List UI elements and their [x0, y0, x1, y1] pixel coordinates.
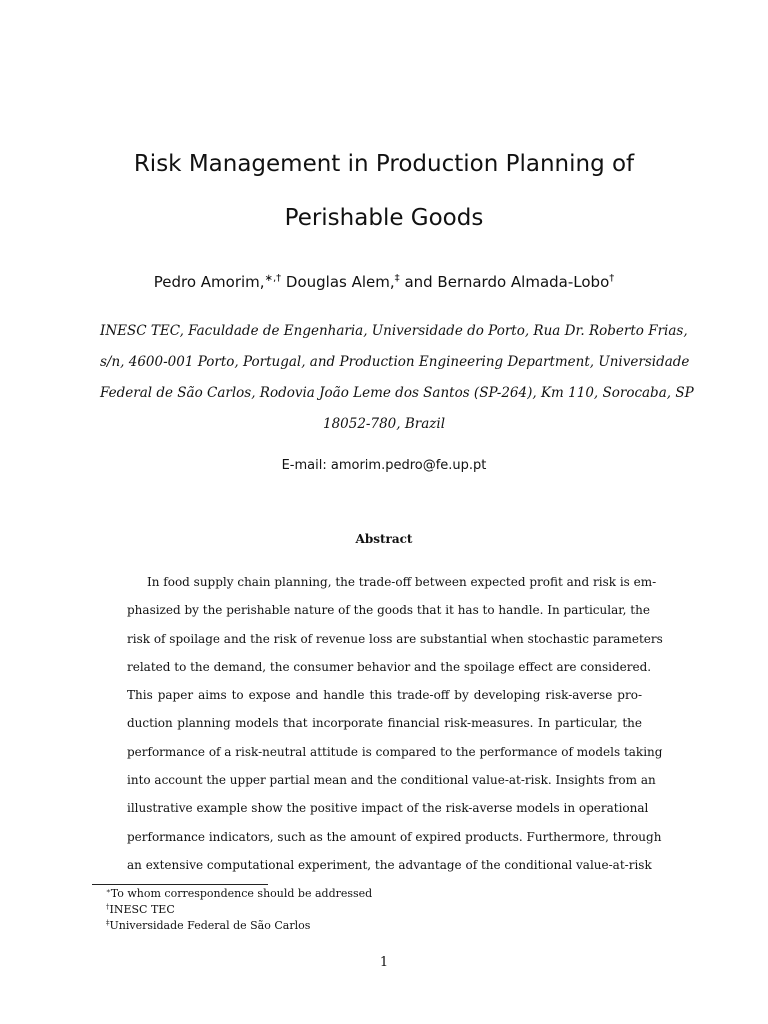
page-number: 1 [379, 955, 389, 970]
paper-title-line-1: Risk Management in Production Planning of [133, 151, 635, 177]
affiliation-block [100, 316, 694, 440]
abstract-body [127, 568, 663, 879]
abstract-line: into account the upper partial mean and the conditional value-at-risk. Insights from an [127, 773, 656, 788]
footnote [106, 902, 372, 918]
paper-title-line-2: Perishable Goods [284, 205, 484, 231]
footnote-mark: ∗ [106, 887, 111, 895]
affiliation-line: Federal de São Carlos, Rodovia João Leme dos Santos (SP-264), Km 110, Sorocaba, SP [100, 385, 694, 401]
abstract-line: performance of a risk-neutral attitude is compared to the performance of models taking [127, 744, 663, 759]
author-list [0, 273, 768, 291]
abstract-line: This paper aims to expose and handle this trade-off by developing risk-averse pro- [127, 688, 642, 703]
author-name: and Bernardo Almada-Lobo [404, 273, 610, 291]
affiliation-line: s/n, 4600-001 Porto, Portugal, and Production Engineering Department, Universidade [100, 354, 690, 370]
abstract-line: an extensive computational experiment, the advantage of the conditional value-at-risk [127, 857, 652, 872]
footnote-text: INESC TEC [109, 903, 175, 916]
author-affiliation-mark: ‡ [394, 273, 400, 284]
abstract-line: risk of spoilage and the risk of revenue loss are substantial when stochastic parameters [127, 631, 663, 646]
abstract-line: duction planning models that incorporate financial risk-measures. In particular, the [127, 716, 642, 731]
footnote [106, 886, 372, 902]
footnote-mark: † [106, 903, 110, 911]
abstract-line: illustrative example show the positive impact of the risk-averse models in operational [127, 801, 649, 816]
footnotes [106, 886, 372, 934]
abstract-line: phasized by the perishable nature of the goods that it has to handle. In particular, the [127, 603, 650, 618]
footnote-text: To whom correspondence should be addressed [110, 887, 373, 900]
abstract-line: related to the demand, the consumer behavior and the spoilage effect are considered. [127, 659, 652, 674]
footnote-mark: ‡ [106, 919, 110, 927]
abstract-line: performance indicators, such as the amount of expired products. Furthermore, through [127, 829, 662, 844]
affiliation-line: 18052-780, Brazil [322, 416, 446, 432]
affiliation-line: INESC TEC, Faculdade de Engenharia, Universidade do Porto, Rua Dr. Roberto Frias, [100, 323, 688, 339]
footnote-divider [92, 884, 268, 885]
author-name: Pedro Amorim, [153, 273, 265, 291]
author-name: Douglas Alem, [285, 273, 395, 291]
footnote-text: Universidade Federal de São Carlos [109, 919, 311, 932]
author-affiliation-mark: ∗,† [264, 273, 282, 284]
footnote [106, 918, 372, 934]
contact-email: E-mail: amorim.pedro@fe.up.pt [281, 458, 487, 473]
author-affiliation-mark: † [609, 273, 615, 284]
abstract-line: In food supply chain planning, the trade-off between expected profit and risk is em- [147, 575, 657, 589]
abstract-heading: Abstract [355, 532, 413, 546]
